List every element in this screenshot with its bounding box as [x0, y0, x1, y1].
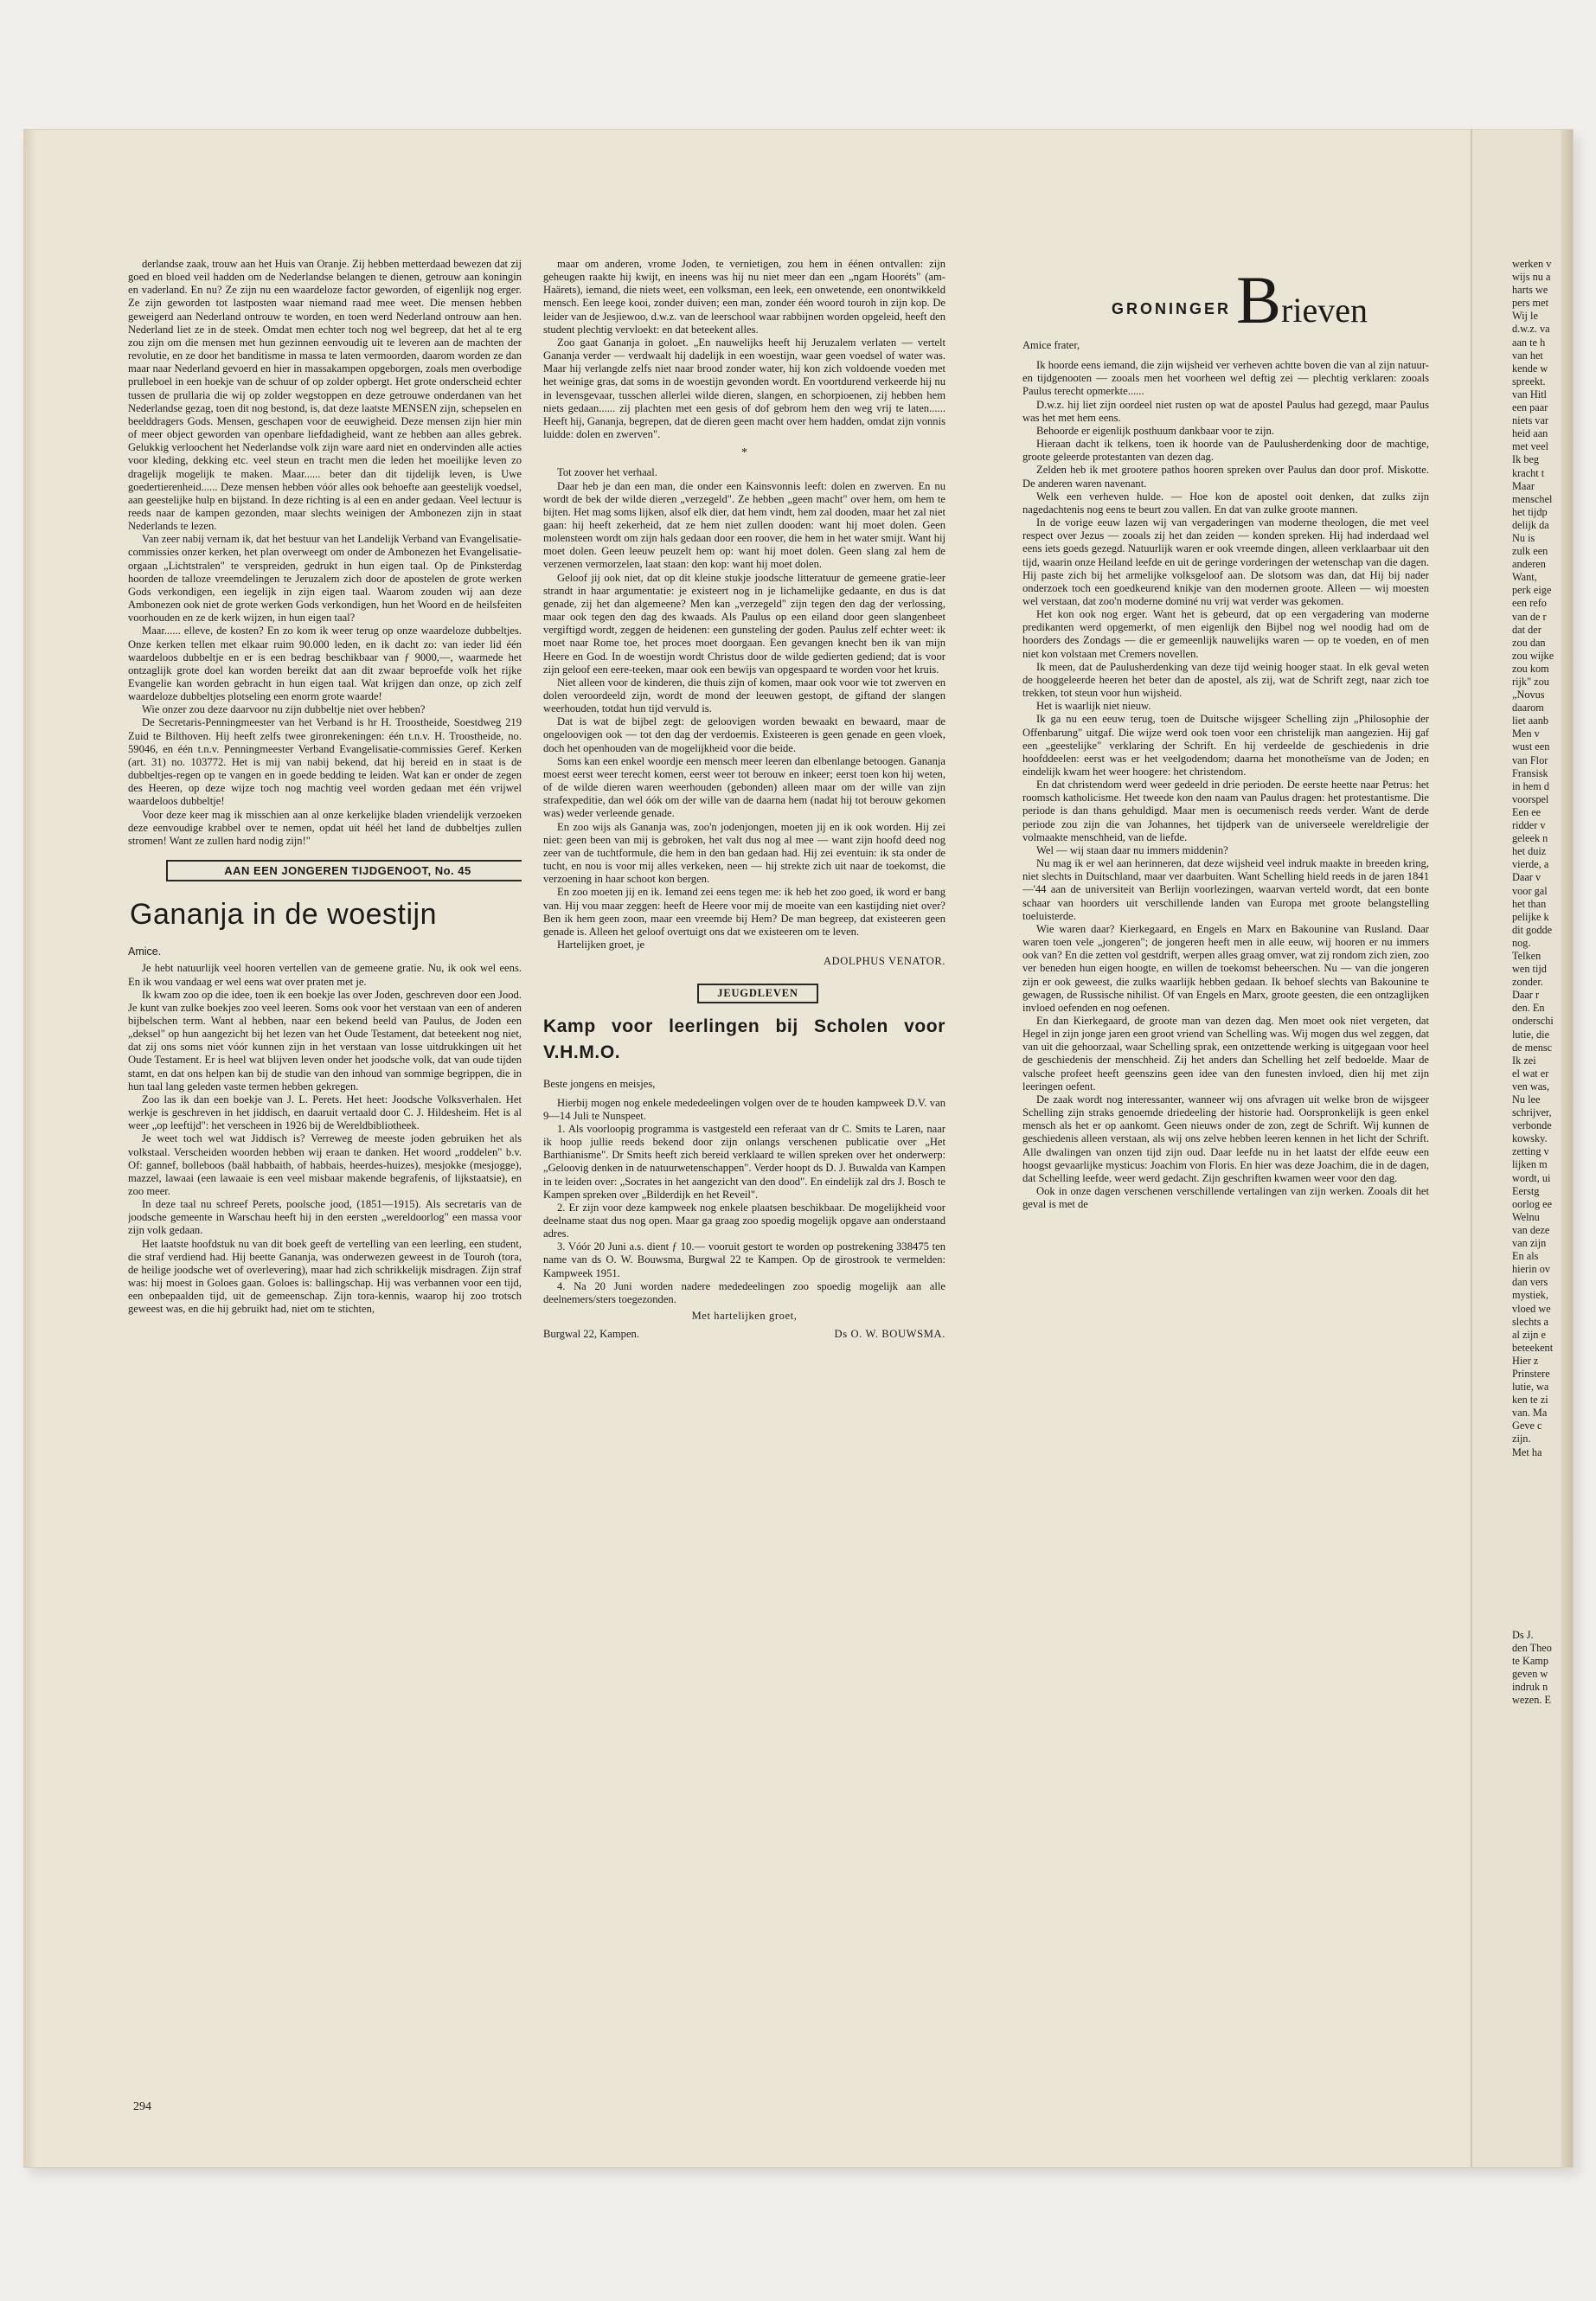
text-line: niets var: [1512, 414, 1549, 427]
text-line: schrijver,: [1512, 1106, 1552, 1119]
col3-text: [1022, 359, 1429, 1211]
text-line: En als: [1512, 1250, 1539, 1263]
paragraph: Tot zoover het verhaal.: [557, 466, 657, 479]
signature-line: [543, 1328, 945, 1341]
paragraph: 2. Er zijn voor deze kampweek nog enkele plaatsen beschikbaar. De mogelijkheid voor deelname staat dus nog open. Maar ga graag zoo spoedig mogelijk opgave aan onderstaand adres.: [543, 1201, 945, 1240]
text-line: lutie, die: [1512, 1028, 1550, 1041]
paragraph: En dat christendom werd weer gedeeld in drie perioden. De eerste heette naar Petrus: het roomsch katholicisme. Het tweede kon den naam van Paulus dragen: het protestantisme. Die periode is dan thans gehuldigd. Maar men is oecumenisch reeds verder. Want de derde periode zou zijn die van Johannes, het tijdperk van de universeele wereldreligie der volmaakte menschheid, van de liefde.: [1022, 779, 1429, 843]
paragraph: In de vorige eeuw lazen wij van vergaderingen van moderne theologen, die met veel respect over Jezus — zooals zij het dan zeiden — konden spreken. Hij had inderdaad wel eens iets goeds gezegd. Natuurlijk waren er ook vreemde dingen, alleen verklaarbaar uit den tijd, waarin onze Heiland leefde en uit de geringe vorderingen der wetenschap van die dagen. Hij paste zich bij het armelijke volksgeloof aan. De slotsom was dan, dat Hij bij nader onderzoek toch een goedkeurend knikje van den modernen groote. Alleen — wij moesten wel verstaan, dat zoo'n moderne dominé nu vrij wat verder was gekomen.: [1022, 516, 1429, 607]
text-line: voorspel: [1512, 792, 1549, 805]
text-line: van de r: [1512, 610, 1547, 623]
text-line: Eerstg: [1512, 1184, 1540, 1197]
text-line: Fransisk: [1512, 766, 1548, 779]
text-line: oorlog ee: [1512, 1197, 1553, 1210]
column-4-partial: [1512, 258, 1573, 1707]
paragraph: In deze taal nu schreef Perets, poolsche jood, (1851—1915). Als secretaris van de joodsche gemeente in Warschau heeft hij in den eersten „wereldoorlog" een massa voor zijn volk gedaan.: [128, 1198, 522, 1237]
text-line: heid aan: [1512, 427, 1548, 440]
paragraph: Zoo gaat Gananja in goloet. „En nauwelijks heeft hij Jeruzalem verlaten — vertelt Gananja verder — verdwaalt hij dadelijk in een woestijn, waar geen voedsel of water was. Maar hij verlangde zelfs niet naar brood zonder water, hij kon zich voldoende voeden met het weinige gras, dat soms in de woestijn gevonden wordt. En voortdurend verkeerde hij nu in levensgevaar, tusschen allerlei wilde dieren, slangen, en schorpioenen, zij hebben hem niets gedaan...... zij plachten met een gesis of dof gebrom hem den weg vrij te laten...... Heeft hij, Gananja, begrepen, dat de dieren geen macht over hem hadden, omdat zijn vonnis luidde: dolen en zwerven".: [543, 336, 945, 441]
signer: Ds O. W. BOUWSMA.: [834, 1328, 945, 1341]
text-line: voor gal: [1512, 884, 1548, 897]
paragraph: 3. Vóór 20 Juni a.s. dient ƒ 10.— vooruit gestort te worden op postrekening 338475 ten name van ds O. W. Bouwsma, Burgwal 22 te Kampen. Op de girostrook te vermelden: Kampweek 1951.: [543, 1240, 945, 1279]
paragraph: Je hebt natuurlijk veel hooren vertellen van de gemeene gratie. Nu, ik ook wel eens. En ik wou vandaag er wel eens wat over praten met je.: [128, 962, 522, 988]
text-line: Maar: [1512, 479, 1535, 492]
text-line: hierin ov: [1512, 1263, 1551, 1276]
paragraph: Het kon ook nog erger. Want het is gebeurd, dat op een vergadering van moderne predikanten werd opgemerkt, of men eigenlijk den Bijbel nog wel noodig had om de hoorders des Zondags — die er gemeenlijk nauwelijks waren — op te voeden, en of men niet kon volstaan met Cremers novellen.: [1022, 608, 1429, 660]
paragraph: Nu mag ik er wel aan herinneren, dat deze wijsheid veel indruk maakte in breeden kring, niet slechts in Duitschland, maar ver daarbuiten. Want Schelling hield reeds in de jaren 1841—'44 aan de universiteit van Berlijn voorlezingen, waarvan verteld wordt, dat een bonte schaar van hoorders uit verschillende landen van Europa met groote belangstelling toeluisterde.: [1022, 857, 1429, 922]
text-line: het than: [1512, 897, 1547, 910]
paragraph: De zaak wordt nog interessanter, wanneer wij ons afvragen uit welke bron de wijsgeer Schelling zijn straks genoemde driedeeling der historie had. Oorspronkelijk is geen enkel mensch als het er op aankomt. Geen nieuws onder de zon, zegt de Schrift. Wij kunnen de geschiedenis alleen verstaan, als wij ons zelve hebben leeren kennen in het licht der Schrift. Alle dwalingen van onzen tijd zijn oud. Daar leefde nu in het laatst der elfde eeuw een hoogst gevaarlijke mysticus: Joachim von Floris. En hier was deze Joachim, die in de dagen, dat Schelling leefde, weer werd gedacht. Zijn geschriften kwamen weer voor den dag.: [1022, 1093, 1429, 1184]
paragraph: Ook in onze dagen verschenen verschillende vertalingen van zijn werken. Zooals dit het geval is met de: [1022, 1185, 1429, 1211]
text-line: onderschi: [1512, 1015, 1554, 1028]
text-line: dan vers: [1512, 1276, 1548, 1289]
text-line: [1512, 1472, 1573, 1485]
text-line: Hier z: [1512, 1354, 1539, 1367]
text-line: een paar: [1512, 401, 1548, 414]
text-line: Prinstere: [1512, 1367, 1550, 1380]
text-line: harts we: [1512, 284, 1548, 297]
text-line: zetting v: [1512, 1145, 1549, 1158]
masthead-word: GRONINGER: [1112, 300, 1232, 317]
series-label-box: AAN EEN JONGEREN TIJDGENOOT, No. 45: [166, 860, 522, 881]
text-line: pers met: [1512, 297, 1549, 310]
text-line: zou wijke: [1512, 649, 1554, 662]
paragraph: Geloof jij ook niet, dat op dit kleine stukje joodsche litteratuur de gemeene gratie-leer strandt in haar argumentatie: je existeert nog in je lichamelijke gedaante, en dus is dat genade, zij het dan algemeene? Men kan „verzegeld" zijn tegen den dag der verlossing, maar ook tegen den dag des kwaads. Als Paulus op een eiland door geen slangenbeet vergiftigd wordt, zeggen de heidenen: een gunsteling der goden. Paulus zelf echter weet: ik moet naar Rome toe, het proces moet doorgaan. Een gevangen knecht ben ik van mijn Heere en God. In de woestijn wordt Christus door de wilde gedierten gediend; dat is voor zijn geloof een eere-teeken, maar ook een bewijs van opgespaard te worden voor het kruis.: [543, 571, 945, 676]
paragraph: Van zeer nabij vernam ik, dat het bestuur van het Landelijk Verband van Evangelisatie-commissies onzer kerken, het plan overweegt om onder de Ambonezen het Evangelisatie-orgaan „Lichtstralen" te verspreiden, gedrukt in hun eigen taal. Op de Pinksterdag hoorden de talloze vreemdelingen te Jeruzalem zich door de apostelen de grote werken Gods verkondigen, een iegelijk in zijn eigen taal. Waarom zouden wij aan deze Ambonezen ook niet de grote werken Gods verkondigen, hun het Woord en de heilsfeiten voorhouden en ze de kerk wijzen, in hun eigen taal?: [128, 533, 522, 625]
text-line: Ds J.: [1512, 1628, 1534, 1641]
text-line: te Kamp: [1512, 1655, 1549, 1668]
text-line: [1512, 1459, 1573, 1472]
text-line: van het: [1512, 349, 1543, 362]
text-line: wen tijd: [1512, 963, 1547, 976]
text-line: d.w.z. va: [1512, 323, 1550, 336]
paragraph: maar om anderen, vrome Joden, te vernietigen, zou hem in éénen ontvallen: zijn geheugen raakte hij kwijt, en ineens was hij nu niet meer dan een „ngam Hooréts" (am-Haärets), iemand, die niets weet, een volksman, een leek, een onwetende, een onontwikkeld mensch. Een leege kooi, zonder duiven; een man, zonder één woord touroh in zijn kop. De leider van de Jesjiewoo, d.w.z. van de leerschool waar rabbijnen worden opgeleid, heeft den student plechtig vervloekt: en dat beteekent alles.: [543, 258, 945, 336]
text-line: [1512, 1616, 1573, 1629]
masthead-initial: B: [1236, 262, 1282, 337]
paragraph: Ik ga nu een eeuw terug, toen de Duitsche wijsgeer Schelling zijn „Philosophie der Offenbarung" uitgaf. Die wijze werd ook toen voor een christelijk man aangezien. Hij gaf een „geestelijke" verklaring der Schrift. En hij verdeelde de geschiedenis in drie hoofddeelen: eerst was er het veelgodendom; daarna het monotheïsme van de Joden; en eindelijk kwam het weer hoogere: het christendom.: [1022, 713, 1429, 778]
text-line: verbonde: [1512, 1119, 1552, 1132]
text-line: werken v: [1512, 258, 1552, 270]
text-line: den. En: [1512, 1002, 1545, 1015]
text-line: kende w: [1512, 362, 1548, 375]
text-line: Telken: [1512, 949, 1542, 962]
text-line: van Hitl: [1512, 388, 1547, 401]
paragraph: Voor deze keer mag ik misschien aan al onze kerkelijke bladen vriendelijk verzoeken deze eenvoudige krabbel over te nemen, opdat uit héél het land de dubbeltjes zullen stromen! Want ze zullen hard nodig zijn!": [128, 808, 522, 847]
text-line: perk eige: [1512, 584, 1552, 597]
text-line: [1512, 1550, 1573, 1563]
text-line: delijk da: [1512, 518, 1549, 531]
text-line: Welnu: [1512, 1210, 1540, 1223]
text-line: zonder.: [1512, 976, 1543, 989]
text-line: met veel: [1512, 440, 1548, 453]
paragraph: Zelden heb ik met grootere pathos hooren spreken over Paulus dan door prof. Miskotte. De anderen waren navenant.: [1022, 464, 1429, 490]
text-line: Ik beg: [1512, 453, 1540, 466]
paragraph: Behoorde er eigenlijk posthuum dankbaar voor te zijn.: [1036, 424, 1274, 437]
salutation-frater: Amice frater,: [1022, 339, 1080, 351]
paragraph: Niet alleen voor de kinderen, die thuis zijn of komen, maar ook voor wie tot zwerven en dolen veroordeeld zijn, wordt de mond der leeuwen gestopt, de giftand der slangen weerhouden, totdat hun tijd vervuld is.: [543, 676, 945, 715]
paragraph: Ik kwam zoo op die idee, toen ik een boekje las over Joden, geschreven door een Jood. Je kunt van zulke boekjes zoo veel leeren. Soms ook voor het verstaan van een of anderen bijbelschen term. Want al hebben, naar een bekend beeld van Paulus, de Joden een „deksel" op hun aangezicht bij het lezen van het Oude Testament, dat beteekent nog niet, dat zij ons soms niet vóór kunnen zijn in het verstaan van losse uitdrukkingen uit het Oude Testament. Er is heel wat blijven leven onder het joodsche volk, dat van oude tijden stamt, en dat ons helpen kan bij de studie van den inhoud van sommige begrippen, die in hun taal lang geleden vaste termen hebben gekregen.: [128, 988, 522, 1093]
paragraph: Maar...... elleve, de kosten? En zo kom ik weer terug op onze waardeloze dubbeltjes. Onze kerken tellen met elkaar ruim 90.000 leden, en ik dacht zo: van ieder lid één waardeloos dubbeltje en er is een bedrag beschikbaar van ƒ 9000,—, waarmede het ontzaglijk grote doel kan worden bereikt dat aan dit zwaar beproefde volk het rijke Evangelie kan worden gebracht in hun eigen taal. Wat krijgen dan onze, op zich zelf waardeloze dubbeltjes plotseling een enorm grote waarde!: [128, 625, 522, 703]
paragraph: Je weet toch wel wat Jiddisch is? Verreweg de meeste joden gebruiken het als volkstaal. Verscheiden woorden hebben wij eraan te danken. Het woord „roddelen" b.v. Of: gannef, bolleboos (baäl habbaith, of habbais, heerdes-huizes), mesjokke (mesjogge), mazzel, lawaai (een lawaaie is een veel misbaar makende begrafenis, of lijkstaatsie), en zoo meer.: [128, 1132, 522, 1197]
section-divider-star: *: [741, 446, 747, 460]
text-line: ridder v: [1512, 819, 1546, 832]
text-line: el wat er: [1512, 1067, 1549, 1080]
closing-line: Met hartelijken groet,: [691, 1310, 798, 1323]
salutation: Amice.: [128, 945, 162, 958]
greeting: Beste jongens en meisjes,: [543, 1078, 656, 1091]
text-line: wust een: [1512, 740, 1550, 753]
text-line: pelijke k: [1512, 910, 1549, 923]
text-line: al zijn e: [1512, 1328, 1546, 1341]
paragraph: En dan Kierkegaard, de groote man van dezen dag. Men moet ook niet vergeten, dat Hegel in zijn jonge jaren een groot vriend van Schelling was. Wij mogen dus wel zeggen, dat van uit die gehoorzaal, waar Schelling sprak, een ontzettende werking is uitgegaan voor heel de geschiedenis der menschheid. Zij het anders dan Schelling het zelf bedoelde. Maar de valsche profeet heeft geenszins geen idee van den funesten invloed, dien hij met zijn leeringen oefent.: [1022, 1014, 1429, 1093]
text-line: wijs nu a: [1512, 271, 1551, 284]
text-line: van zijn: [1512, 1237, 1547, 1250]
text-line: lijken m: [1512, 1158, 1548, 1171]
paragraph: En zoo moeten jij en ik. Iemand zei eens tegen me: ik heb het zoo goed, ik word er bang van. Hij vou maar zeggen: heeft de Heere voor mij de moeite van een kastijding niet over? Ben ik hem geen zoon, maar een vreemde bij Hem? De man begreep, dat existeeren geen genade is. Alleen het geloof overtuigt ons dat we existeeren om te leven.: [543, 886, 945, 938]
col1-text-2: [128, 962, 522, 1316]
text-line: dat der: [1512, 623, 1542, 636]
text-line: den Theo: [1512, 1641, 1552, 1654]
paragraph: Ik meen, dat de Paulusherdenking van deze tijd weinig hooger staat. In elk geval weten de hooggeleerde heeren het beter dan de apostel, als zij, wat de Schrift zegt, naar zich toe trekken, tot steun voor hun wijsheid.: [1022, 660, 1429, 700]
column-1: [128, 258, 522, 1317]
col4-lines: [1512, 258, 1573, 1707]
paragraph: 4. Na 20 Juni worden nadere mededeelingen zoo spoedig mogelijk aan alle deelnemers/sters toegezonden.: [543, 1279, 945, 1305]
column-2: [543, 258, 945, 1341]
col2-text-2: [543, 466, 945, 952]
text-line: Met ha: [1512, 1445, 1542, 1458]
text-line: het duiz: [1512, 845, 1547, 858]
paragraph: Daar heb je dan een man, die onder een Kainsvonnis leeft: dolen en zwerven. En nu wordt de bek der wilde dieren „verzegeld". Ze hebben „geen macht" over hem, om hem te bijten. Het mag soms lijken, alsof elk dier, dat hem vindt, hem zal dooden, maar het zal niet gaan: hij heeft zekerheid, dat ze hem niet zullen dooden: want hij moet dolen. Geen molensteen wordt om zijn hals gedaan door een roover, die hem in het water smijt. Want hij moet dolen. Geen leeuw peuzelt hem op: want hij moet dolen. Geen slang zal hem de verzenen vermorzelen, laat staan: den kop: want hij moet dolen.: [543, 479, 945, 571]
paragraph: D.w.z. hij liet zijn oordeel niet rusten op wat de apostel Paulus had gezegd, maar Paulus was het met hem eens.: [1022, 398, 1429, 424]
text-line: van deze: [1512, 1223, 1550, 1236]
col2-text: [543, 258, 945, 441]
paragraph: En zoo wijs als Gananja was, zoo'n jodenjongen, moeten jij en ik ook worden. Hij zei niet: geen been van mij is gebroken, het valt dus nog al mee — want zijn hoofd deed nog zeer van de tuchtformule, die hem in den ban gedaan had. Hij zei eventuin: ik sta onder de tucht, en nou is voor mij alles verkeken, neen — hij strekte zich uit naar de toekomst, die verzoening in haar schoot kon bergen.: [543, 820, 945, 886]
paragraph: Welk een verheven hulde. — Hoe kon de apostel ooit denken, dat zulks zijn nagedachtenis nog eens te beurt zou vallen. En dat van zulke groote mannen.: [1022, 490, 1429, 516]
text-line: Daar r: [1512, 989, 1540, 1002]
text-line: aan te h: [1512, 336, 1546, 349]
paragraph: Het is waarlijk niet nieuw.: [1036, 700, 1151, 713]
paragraph: Wie onzer zou deze daarvoor nu zijn dubbeltje niet over hebben?: [142, 703, 426, 716]
text-line: vloed we: [1512, 1302, 1551, 1315]
text-line: spreekt.: [1512, 375, 1546, 388]
paragraph: Hartelijken groet, je: [557, 938, 645, 951]
text-line: rijk" zou: [1512, 676, 1549, 688]
text-line: [1512, 1524, 1573, 1537]
text-line: daarom: [1512, 702, 1544, 715]
text-line: slechts a: [1512, 1315, 1549, 1328]
text-line: geven w: [1512, 1668, 1548, 1681]
text-line: menschel: [1512, 492, 1553, 505]
paragraph: derlandse zaak, trouw aan het Huis van Oranje. Zij hebben metterdaad bewezen dat zij goed en bloed veil hadden om de Nederlandse belangen te dienen, getrouw aan koningin en vaderland. En nu? Ze zijn nu een waardeloze factor geworden, of eigenlijk nog erger. Ze zijn geworden tot lastposten waar niemand raad mee weet. Die mensen hebben geweigerd aan Nederland ontrouw te worden, en toen werd Nederland ontrouw aan hen. Nederland liet ze in de steek. Omdat men echter toch nog wel begreep, dat het al te erg zou zijn om die mensen met hun gezinnen eenvoudig uit te leveren aan de machten der revolutie, en ze door het banditisme in massa te laten vermoorden, daarom worden ze dan maar naar Nederland gevoerd en hier in massakampen opgeborgen, zoals men overbodige prulleboel in een hoekje van de schuur of op zolder opbergt. Het grote onderscheid echter tussen de prullaria die wij op zolder wegstoppen en deze getrouwe onderdanen van het Nederlandse gezag, toen dit nog bestond, is, dat deze laatste MENSEN zijn, schepselen en beelddragers Gods. Mensen, geschapen voor de eeuwigheid. Deze mensen zijn hier min of meer object geworden van openbare liefdadigheid, want ze hebben aan alles gebrek. Gelukkig verloochent het Nederlandse volk zijn ware aard niet en ondervinden alle acties voor kleding, dekking etc. veel steun en tracht men die leden het moeilijke leven zo dragelijk mogelijk te maken. Maar...... beter dan dit tijdelijk leven, is Uwe goedertierenheid...... Deze mensen hebben vóór alles ook behoefte aan geestelijk voedsel, aan geestelijke hulp en bijstand. In deze richting is al een en ander gedaan. Veel lectuur is reeds naar de kampen gezonden, maar slechts weinigen der Ambonezen zijn in staat Nederlands te lezen.: [128, 258, 522, 533]
col2-text-3: [543, 1097, 945, 1307]
col1-text: [128, 258, 522, 848]
column-3: [1022, 318, 1429, 1211]
text-line: een refo: [1512, 597, 1547, 610]
text-line: het tijdp: [1512, 505, 1548, 518]
paragraph: Wie waren daar? Kierkegaard, en Engels en Marx en Bakounine van Rusland. Daar waren toen vele „jongeren"; de jongeren heeft men in alle eeuw, wij hooren er nu immers ook van? En die zetten vol gestdrift, werpen alles graag omver, wat zij rondom zich zien, zoo ver beneden hun eigen hoogte, en willen de toekomst beheerschen. Nu — van die jongeren zijn er ook geweest, die zulks waarlijk hebben gedaan. Ik behoef slechts van Bakounine te gewagen, de Russische nihilist. Of van Engels en Marx, groote geesten, die een ontzaglijken invloed oefenden en nog oefenen.: [1022, 922, 1429, 1014]
text-line: wezen. E: [1512, 1694, 1552, 1707]
text-line: van. Ma: [1512, 1407, 1548, 1420]
text-line: [1512, 1603, 1573, 1616]
paragraph: De Secretaris-Penningmeester van het Verband is hr H. Troostheide, Soestdweg 219 Zuid te Bilthoven. Hij heeft zelfs twee gironrekeningen: één t.n.v. H. Troostheide, no. 59046, en één t.n.v. Penningmeester Verband Evangelisatie-commissies Geref. Kerken (art. 31) no. 103772. Het is mij van nabij bekend, dat hij bereid en in staat is de dubbeltjes-regen op te vangen en in goede bedding te leiden. Wat kan er onder de zegen des Heeren, op deze wijze toch nog machtig veel worden gedaan met één vrijwel waardeloos dubbeltje!: [128, 716, 522, 808]
text-line: in hem d: [1512, 779, 1550, 792]
text-line: „Novus: [1512, 689, 1545, 702]
text-line: Ik zei: [1512, 1054, 1536, 1067]
text-line: mystiek,: [1512, 1289, 1549, 1302]
text-line: [1512, 1485, 1573, 1498]
masthead-rest: rieven: [1281, 291, 1368, 330]
paragraph: Hierbij mogen nog enkele mededeelingen volgen over de te houden kampweek D.V. van 9—14 Juli te Nunspeet.: [543, 1096, 945, 1122]
text-line: anderen: [1512, 558, 1546, 571]
text-line: liet aanb: [1512, 715, 1548, 727]
paragraph: Wel — wij staan daar nu immers middenin?: [1036, 843, 1228, 856]
text-line: kracht t: [1512, 466, 1545, 479]
section-label-box: JEUGDLEVEN: [697, 984, 818, 1003]
text-line: Daar v: [1512, 871, 1542, 884]
text-line: [1512, 1498, 1573, 1511]
text-line: nog.: [1512, 936, 1531, 949]
text-line: Nu is: [1512, 531, 1535, 544]
text-line: [1512, 1590, 1573, 1603]
page-number: 294: [133, 2100, 151, 2113]
text-line: [1512, 1511, 1573, 1524]
text-line: indruk n: [1512, 1681, 1548, 1694]
text-line: de mensc: [1512, 1041, 1553, 1054]
paragraph: Zoo las ik dan een boekje van J. L. Perets. Het heet: Joodsche Volksverhalen. Het werkje is geschreven in het jiddisch, en daaruit vertaald door C. J. Hildesheim. Het is al weer „op leeftijd": het verscheen in 1926 bij de Wereldbibliotheek.: [128, 1093, 522, 1132]
paragraph: Ik hoorde eens iemand, die zijn wijsheid ver verheven achtte boven die van al zijn natuur- en tijdgenooten — zooals men het voorheen wel deftig zei — plechtig verklaren: zooals Paulus terecht opmerkte......: [1022, 359, 1429, 398]
text-line: [1512, 1576, 1573, 1589]
text-line: zou dan: [1512, 636, 1546, 649]
author-signature: ADOLPHUS VENATOR.: [823, 955, 945, 968]
article-headline-kamp: Kamp voor leerlingen bij Scholen voor V.H.M.O.: [543, 1016, 945, 1063]
text-line: geleek n: [1512, 832, 1548, 845]
text-line: [1512, 1537, 1573, 1550]
text-line: Want,: [1512, 571, 1537, 584]
paragraph: Het laatste hoofdstuk nu van dit boek geeft de vertelling van een leerling, een student, die straf verdiend had. Hij beette Gananja, was onderwezen geweest in de Touroh (tora, de heilige joodsche wet of overlevering), maar had zich schrikkelijk misdragen. Zijn straf was: hij moest in Goloes gaan. Goloes is: ballingschap. Hij was verbannen voor een tijd, een onbepaalden tijd, uit de gemeenschap. Zijn tora-kennis, waarop hij zoo trotsch geweest was, en die hij gebruikt had, niet om te stichten,: [128, 1237, 522, 1316]
text-line: wordt, ui: [1512, 1171, 1551, 1184]
text-line: Een ee: [1512, 805, 1542, 818]
text-line: beteekent: [1512, 1341, 1554, 1354]
paragraph: Soms kan een enkel woordje een mensch meer leeren dan elbenlange betoogen. Gananja moest eerst weer terecht komen, eerst weer tot berouw en inkeer; eerst toen kon hij weten, of de wilde dieren waren weerhouden (gebonden) alleen maar om der wille van zijn strafexpeditie, dan wel óók om der wille van de daarna hem (nadat hij tot berouw gekomen was) weder verleende genade.: [543, 754, 945, 820]
text-line: ken te zi: [1512, 1394, 1548, 1407]
text-line: [1512, 1563, 1573, 1576]
text-line: zulk een: [1512, 545, 1548, 558]
text-line: Geve c: [1512, 1420, 1542, 1433]
paragraph: Dat is wat de bijbel zegt: de geloovigen worden bewaakt en bewaard, maar de ongeloovigen ook — tot den dag der verdoemis. Existeeren is geen genade en geen vloek, doch het openhouden van de mogelijkheid voor die beide.: [543, 715, 945, 754]
article-headline: Gananja in de woestijn: [130, 898, 438, 932]
address: Burgwal 22, Kampen.: [543, 1328, 639, 1341]
paragraph: Hieraan dacht ik telkens, toen ik hoorde van de Paulusherdenking door de machtige, groote geleerde protestanten van dezen dag.: [1022, 438, 1429, 464]
text-line: lutie, wa: [1512, 1381, 1549, 1394]
text-line: Nu lee: [1512, 1093, 1541, 1106]
text-line: zijn.: [1512, 1433, 1531, 1445]
text-line: kowsky.: [1512, 1132, 1548, 1145]
text-line: ven was,: [1512, 1080, 1550, 1093]
text-line: vierde, a: [1512, 858, 1549, 871]
text-line: Wij le: [1512, 310, 1538, 323]
paragraph: 1. Als voorloopig programma is vastgesteld een referaat van dr C. Smits te Laren, naar ik hoop jullie reeds bekend door zijn onlangs verschenen publicatie over „Het Barthianisme". Dr Smits heeft zich bereid verklaard te willen spreken over het onderwerp: „Geloovig denken in de natuurwetenschappen". Verder hoopt ds D. J. Buwalda van Kampen in te leiden over: „Socrates in het aangezicht van den dood". En eindelijk zal drs J. Bosch te Kampen spreken over „Bilderdijk en het Reveil".: [543, 1122, 945, 1201]
text-line: Men v: [1512, 727, 1540, 740]
text-line: dit godde: [1512, 923, 1553, 936]
text-line: zou kom: [1512, 662, 1549, 675]
text-line: van Flor: [1512, 753, 1548, 766]
